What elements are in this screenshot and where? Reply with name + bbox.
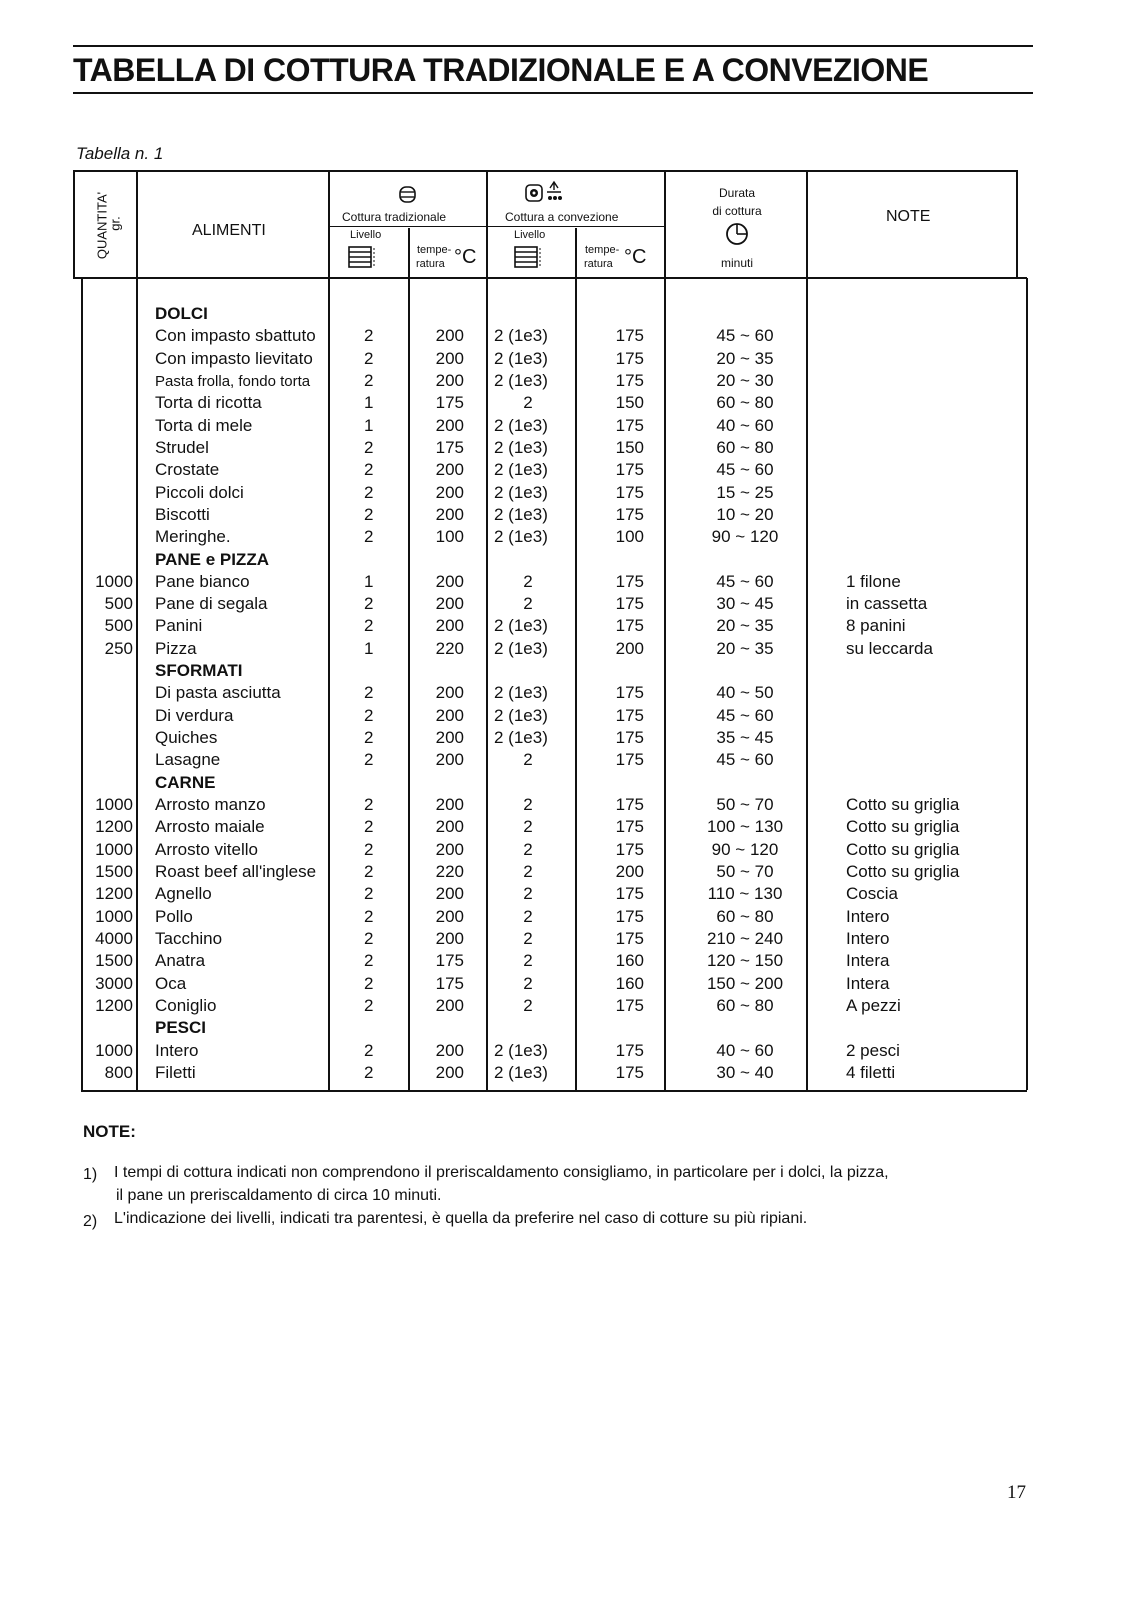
header-duration-a: Durata <box>718 186 756 200</box>
cell-trad-temp: 200 <box>435 839 464 859</box>
cell-duration: 20 ~ 35 <box>716 638 774 658</box>
cell-trad-level: 2 <box>364 705 374 725</box>
cell-food: Panini <box>155 616 203 636</box>
cell-food: Anatra <box>155 951 206 971</box>
cell-food: Quiches <box>155 728 218 748</box>
cell-trad-level: 1 <box>364 393 374 413</box>
cell-trad-level: 2 <box>364 728 374 748</box>
cell-conv-temp: 175 <box>615 705 644 725</box>
cell-food: Arrosto vitello <box>155 839 258 859</box>
col-divider-trad <box>486 170 488 1090</box>
cell-duration: 20 ~ 35 <box>716 616 774 636</box>
cell-trad-level: 2 <box>364 326 374 346</box>
cell-conv-temp: 175 <box>615 839 644 859</box>
table-caption: Tabella n. 1 <box>76 144 164 163</box>
cell-note: Cotto su griglia <box>846 862 960 881</box>
cell-conv-level: 2 <box>523 862 533 881</box>
cell-food: Pane di segala <box>155 594 268 614</box>
cell-food: Oca <box>155 973 187 993</box>
header-conv-temp-b: ratura <box>584 258 613 270</box>
cell-duration: 100 ~ 130 <box>706 817 784 837</box>
header-quantity-unit-label: gr. <box>107 216 123 231</box>
cell-conv-level: 2 <box>523 906 533 926</box>
cell-quantity: 800 <box>104 1062 133 1082</box>
cell-duration: 50 ~ 70 <box>716 795 774 815</box>
traditional-oven-icon <box>398 186 418 204</box>
table-border-left <box>73 170 75 278</box>
cell-note: Cotto su griglia <box>846 795 960 815</box>
cell-trad-level: 2 <box>364 1062 374 1082</box>
note-number: 2) <box>83 1213 98 1230</box>
cell-duration: 45 ~ 60 <box>716 705 774 725</box>
cell-duration: 45 ~ 60 <box>716 571 774 591</box>
cell-conv-temp: 175 <box>615 616 644 636</box>
cell-conv-temp: 160 <box>615 951 644 971</box>
cell-trad-temp: 200 <box>435 571 464 591</box>
cell-conv-temp: 175 <box>615 571 644 591</box>
cell-quantity: 1200 <box>95 817 133 837</box>
cell-quantity: 1500 <box>95 862 133 881</box>
cell-trad-temp: 100 <box>435 527 464 547</box>
cell-food: Meringhe. <box>155 527 231 547</box>
header-trad-temp-unit: °C <box>454 246 477 268</box>
header-convection: Cottura a convezione <box>505 210 619 224</box>
section-heading: SFORMATI <box>155 661 243 681</box>
cell-trad-level: 1 <box>364 638 374 658</box>
page-number: 17 <box>1007 1482 1026 1503</box>
cell-trad-temp: 200 <box>435 370 464 390</box>
cell-duration: 120 ~ 150 <box>706 951 784 971</box>
cell-trad-level: 2 <box>364 951 374 971</box>
cell-conv-temp: 175 <box>615 370 644 390</box>
shelf-level-icon <box>514 246 544 270</box>
cell-quantity: 1500 <box>95 951 133 971</box>
cell-trad-level: 2 <box>364 795 374 815</box>
cell-duration: 60 ~ 80 <box>716 995 774 1015</box>
cell-trad-temp: 200 <box>435 728 464 748</box>
section-heading: DOLCI <box>155 304 208 323</box>
cell-food: Lasagne <box>155 750 221 770</box>
cell-food: Arrosto maiale <box>155 817 265 837</box>
cell-conv-level: 2 (1e3) <box>494 415 548 435</box>
cell-conv-level: 2 (1e3) <box>494 705 548 725</box>
cell-duration: 45 ~ 60 <box>716 750 774 770</box>
cell-conv-temp: 175 <box>615 906 644 926</box>
cell-duration: 15 ~ 25 <box>716 482 774 502</box>
cell-conv-temp: 175 <box>615 817 644 837</box>
header-duration-b: di cottura <box>712 204 762 218</box>
cell-conv-temp: 175 <box>615 1040 644 1060</box>
cell-note: Cotto su griglia <box>846 817 960 837</box>
table-border-right <box>1016 170 1018 278</box>
cell-food: Pollo <box>155 906 193 926</box>
cell-conv-temp: 200 <box>615 862 644 881</box>
cell-trad-level: 2 <box>364 594 374 614</box>
cell-conv-level: 2 <box>523 393 533 413</box>
cell-trad-temp: 175 <box>435 951 464 971</box>
cell-conv-level: 2 (1e3) <box>494 683 548 703</box>
cell-food: Crostate <box>155 460 220 480</box>
header-conv-level: Livello <box>514 229 546 241</box>
cell-note: A pezzi <box>846 995 901 1015</box>
cell-trad-level: 2 <box>364 616 374 636</box>
cell-conv-temp: 175 <box>615 326 644 346</box>
cell-trad-temp: 200 <box>435 705 464 725</box>
cell-quantity: 500 <box>104 594 133 614</box>
title-bottom-rule <box>73 92 1033 94</box>
header-trad-temp-a: tempe- <box>417 244 452 256</box>
cell-duration: 60 ~ 80 <box>716 437 774 457</box>
note-text: il pane un preriscaldamento di circa 10 minuti. <box>116 1187 442 1204</box>
col-divider-duration <box>806 170 808 1090</box>
cell-conv-temp: 175 <box>615 460 644 480</box>
cell-note: Intera <box>846 951 890 971</box>
cell-trad-temp: 200 <box>435 884 464 904</box>
cell-quantity: 1200 <box>95 995 133 1015</box>
cell-quantity: 1000 <box>95 906 133 926</box>
cell-food: Di pasta asciutta <box>155 683 281 703</box>
trad-subheader-line <box>328 226 486 227</box>
cell-duration: 30 ~ 40 <box>716 1062 774 1082</box>
cell-conv-level: 2 (1e3) <box>494 1040 548 1060</box>
clock-icon <box>725 222 749 246</box>
cell-trad-level: 1 <box>364 415 374 435</box>
header-trad-temp-b: ratura <box>416 258 445 270</box>
cell-conv-temp: 175 <box>615 884 644 904</box>
cell-trad-temp: 200 <box>435 1062 464 1082</box>
cell-note: Intero <box>846 906 890 926</box>
cell-conv-level: 2 <box>523 973 533 993</box>
cell-trad-temp: 200 <box>435 906 464 926</box>
cell-conv-temp: 175 <box>615 795 644 815</box>
cell-trad-level: 2 <box>364 928 374 948</box>
header-notes: NOTE <box>886 208 931 225</box>
cell-trad-level: 2 <box>364 862 374 881</box>
cell-trad-temp: 200 <box>435 683 464 703</box>
cell-conv-temp: 175 <box>615 348 644 368</box>
cell-trad-temp: 175 <box>435 393 464 413</box>
cell-trad-temp: 200 <box>435 750 464 770</box>
cell-trad-temp: 220 <box>435 638 464 658</box>
cell-food: Agnello <box>155 884 212 904</box>
cell-conv-level: 2 <box>523 928 533 948</box>
cell-conv-temp: 200 <box>615 638 644 658</box>
cell-quantity: 250 <box>104 638 133 658</box>
cell-duration: 40 ~ 60 <box>716 1040 774 1060</box>
notes-heading: NOTE: <box>83 1122 136 1141</box>
col-divider-qty <box>136 170 138 1090</box>
cell-trad-temp: 200 <box>435 594 464 614</box>
header-traditional: Cottura tradizionale <box>342 210 447 224</box>
header-conv-temp-unit: °C <box>624 246 647 268</box>
cell-note: 2 pesci <box>846 1040 900 1060</box>
cell-duration: 10 ~ 20 <box>716 504 774 524</box>
cell-duration: 45 ~ 60 <box>716 460 774 480</box>
col-divider-food <box>328 170 330 1090</box>
cell-conv-temp: 175 <box>615 683 644 703</box>
cell-duration: 90 ~ 120 <box>711 839 779 859</box>
cell-trad-level: 2 <box>364 884 374 904</box>
cell-duration: 60 ~ 80 <box>716 393 774 413</box>
cell-trad-level: 2 <box>364 1040 374 1060</box>
cell-note: Cotto su griglia <box>846 839 960 859</box>
cell-conv-level: 2 (1e3) <box>494 460 548 480</box>
section-heading: PESCI <box>155 1018 207 1038</box>
page-title: TABELLA DI COTTURA TRADIZIONALE E A CONVEZIONE <box>73 52 929 88</box>
cell-duration: 90 ~ 120 <box>711 527 779 547</box>
cell-conv-level: 2 (1e3) <box>494 1062 548 1082</box>
cell-note: Intera <box>846 973 890 993</box>
cell-trad-level: 2 <box>364 839 374 859</box>
cell-duration: 110 ~ 130 <box>707 884 783 904</box>
cell-trad-level: 2 <box>364 437 374 457</box>
cell-duration: 60 ~ 80 <box>716 906 774 926</box>
cell-quantity: 1000 <box>95 795 133 815</box>
cell-conv-level: 2 (1e3) <box>494 527 548 547</box>
section-heading: CARNE <box>155 772 216 792</box>
cell-conv-level: 2 (1e3) <box>494 348 548 368</box>
cell-conv-level: 2 (1e3) <box>494 728 548 748</box>
cell-trad-level: 2 <box>364 370 374 390</box>
col-divider-conv-temp <box>575 228 577 1090</box>
cell-conv-level: 2 <box>523 817 533 837</box>
cell-food: Tacchino <box>155 928 223 948</box>
cell-duration: 20 ~ 35 <box>716 348 774 368</box>
cell-trad-level: 2 <box>364 995 374 1015</box>
cell-trad-level: 2 <box>364 973 374 993</box>
cell-trad-temp: 200 <box>435 348 464 368</box>
cell-note: Intero <box>846 928 890 948</box>
cell-trad-temp: 200 <box>435 817 464 837</box>
table-header-separator <box>73 277 1027 279</box>
header-trad-level: Livello <box>350 229 382 241</box>
cell-trad-temp: 200 <box>435 415 464 435</box>
cell-trad-level: 2 <box>364 460 374 480</box>
cell-duration: 50 ~ 70 <box>716 862 774 881</box>
cell-trad-temp: 200 <box>435 928 464 948</box>
cell-quantity: 4000 <box>95 928 133 948</box>
cell-conv-level: 2 (1e3) <box>494 326 548 346</box>
conv-subheader-line <box>486 226 664 227</box>
cell-food: Torta di ricotta <box>155 393 262 413</box>
cell-food: Con impasto sbattuto <box>155 326 316 346</box>
cell-food: Piccoli dolci <box>155 482 244 502</box>
cell-trad-temp: 220 <box>435 862 464 881</box>
cell-duration: 20 ~ 30 <box>716 370 774 390</box>
cell-trad-level: 2 <box>364 527 374 547</box>
cell-trad-temp: 200 <box>435 504 464 524</box>
cell-trad-level: 2 <box>364 348 374 368</box>
shelf-level-icon <box>348 246 378 270</box>
cell-quantity: 500 <box>104 616 133 636</box>
cell-trad-level: 2 <box>364 482 374 502</box>
cell-quantity: 1200 <box>95 884 133 904</box>
note-number: 1) <box>83 1166 98 1183</box>
header-food: ALIMENTI <box>192 222 266 239</box>
table-border-left-lower <box>81 278 83 1092</box>
cell-conv-temp: 175 <box>615 928 644 948</box>
title-top-rule <box>73 45 1033 47</box>
cell-note: in cassetta <box>846 594 928 614</box>
header-quantity-label: QUANTITA' <box>94 191 110 260</box>
cell-note: 8 panini <box>846 616 906 636</box>
cell-conv-level: 2 <box>523 839 533 859</box>
cell-trad-level: 2 <box>364 683 374 703</box>
cell-conv-level: 2 (1e3) <box>494 370 548 390</box>
cell-quantity: 1000 <box>95 839 133 859</box>
cell-conv-level: 2 (1e3) <box>494 504 548 524</box>
cell-note: 4 filetti <box>846 1062 896 1082</box>
cell-note: 1 filone <box>846 571 901 591</box>
cell-duration: 40 ~ 50 <box>716 683 774 703</box>
cell-food: Roast beef all'inglese <box>155 862 317 881</box>
note-text: L'indicazione dei livelli, indicati tra parentesi, è quella da preferire nel caso di cotture su più ripiani. <box>114 1210 808 1227</box>
cell-food: Biscotti <box>155 504 210 524</box>
cell-conv-temp: 150 <box>615 437 644 457</box>
cell-food: Strudel <box>155 437 209 457</box>
cell-food: Pizza <box>155 638 197 658</box>
header-quantity-unit <box>108 216 123 230</box>
cell-trad-temp: 200 <box>435 616 464 636</box>
cell-trad-temp: 200 <box>435 460 464 480</box>
cell-trad-temp: 175 <box>435 973 464 993</box>
cell-conv-level: 2 <box>523 594 533 614</box>
cell-duration: 40 ~ 60 <box>716 415 774 435</box>
cell-conv-level: 2 (1e3) <box>494 482 548 502</box>
cell-conv-level: 2 (1e3) <box>494 437 548 457</box>
cell-conv-temp: 175 <box>615 415 644 435</box>
cell-food: Pane bianco <box>155 571 250 591</box>
cell-conv-temp: 175 <box>615 504 644 524</box>
cell-quantity: 1000 <box>95 571 133 591</box>
cell-note: su leccarda <box>846 638 933 658</box>
cell-conv-temp: 175 <box>615 594 644 614</box>
cell-duration: 35 ~ 45 <box>716 728 774 748</box>
cell-trad-level: 2 <box>364 817 374 837</box>
cell-food: Coniglio <box>155 995 217 1015</box>
cell-note: Coscia <box>846 884 898 904</box>
cell-quantity: 3000 <box>95 973 133 993</box>
cell-trad-temp: 200 <box>435 326 464 346</box>
cell-conv-level: 2 <box>523 995 533 1015</box>
table-border-top <box>73 170 1017 172</box>
cell-conv-level: 2 <box>523 795 533 815</box>
cell-food: Con impasto lievitato <box>155 348 313 368</box>
cell-quantity: 1000 <box>95 1040 133 1060</box>
table-border-bottom <box>81 1090 1027 1092</box>
cell-food: Arrosto manzo <box>155 795 266 815</box>
section-heading: PANE e PIZZA <box>155 549 269 569</box>
cell-conv-level: 2 <box>523 750 533 770</box>
cell-trad-level: 2 <box>364 906 374 926</box>
cell-trad-level: 2 <box>364 750 374 770</box>
cell-duration: 45 ~ 60 <box>716 326 774 346</box>
cell-trad-temp: 200 <box>435 795 464 815</box>
cell-food: Intero <box>155 1040 199 1060</box>
cell-conv-temp: 175 <box>615 482 644 502</box>
table-border-right-lower <box>1026 278 1028 1090</box>
cell-conv-level: 2 (1e3) <box>494 638 548 658</box>
cell-trad-temp: 200 <box>435 482 464 502</box>
cell-conv-level: 2 (1e3) <box>494 616 548 636</box>
cell-conv-temp: 150 <box>615 393 644 413</box>
cell-food: Torta di mele <box>155 415 253 435</box>
cell-duration: 150 ~ 200 <box>706 973 784 993</box>
cell-trad-temp: 200 <box>435 995 464 1015</box>
cell-trad-temp: 200 <box>435 1040 464 1060</box>
cell-conv-temp: 175 <box>615 750 644 770</box>
convection-fan-icon <box>524 180 568 204</box>
col-divider-trad-temp <box>408 228 410 1090</box>
cell-food: Di verdura <box>155 705 234 725</box>
cell-conv-level: 2 <box>523 884 533 904</box>
col-divider-conv <box>664 170 666 1090</box>
cell-trad-level: 1 <box>364 571 374 591</box>
cell-trad-temp: 175 <box>435 437 464 457</box>
cell-trad-level: 2 <box>364 504 374 524</box>
cell-conv-temp: 100 <box>615 527 644 547</box>
cell-conv-temp: 175 <box>615 1062 644 1082</box>
cell-duration: 210 ~ 240 <box>706 928 784 948</box>
header-duration-unit: minuti <box>720 256 753 270</box>
cell-food: Pasta frolla, fondo torta <box>155 373 311 391</box>
cell-conv-temp: 175 <box>615 728 644 748</box>
cell-conv-temp: 175 <box>615 995 644 1015</box>
cell-conv-level: 2 <box>523 571 533 591</box>
cell-conv-temp: 160 <box>615 973 644 993</box>
note-text: I tempi di cottura indicati non comprendono il preriscaldamento consigliamo, in particolare per i dolci, la pizza, <box>114 1164 889 1181</box>
cell-duration: 30 ~ 45 <box>716 594 774 614</box>
header-conv-temp-a: tempe- <box>585 244 620 256</box>
cell-conv-level: 2 <box>523 951 533 971</box>
cell-food: Filetti <box>155 1062 196 1082</box>
